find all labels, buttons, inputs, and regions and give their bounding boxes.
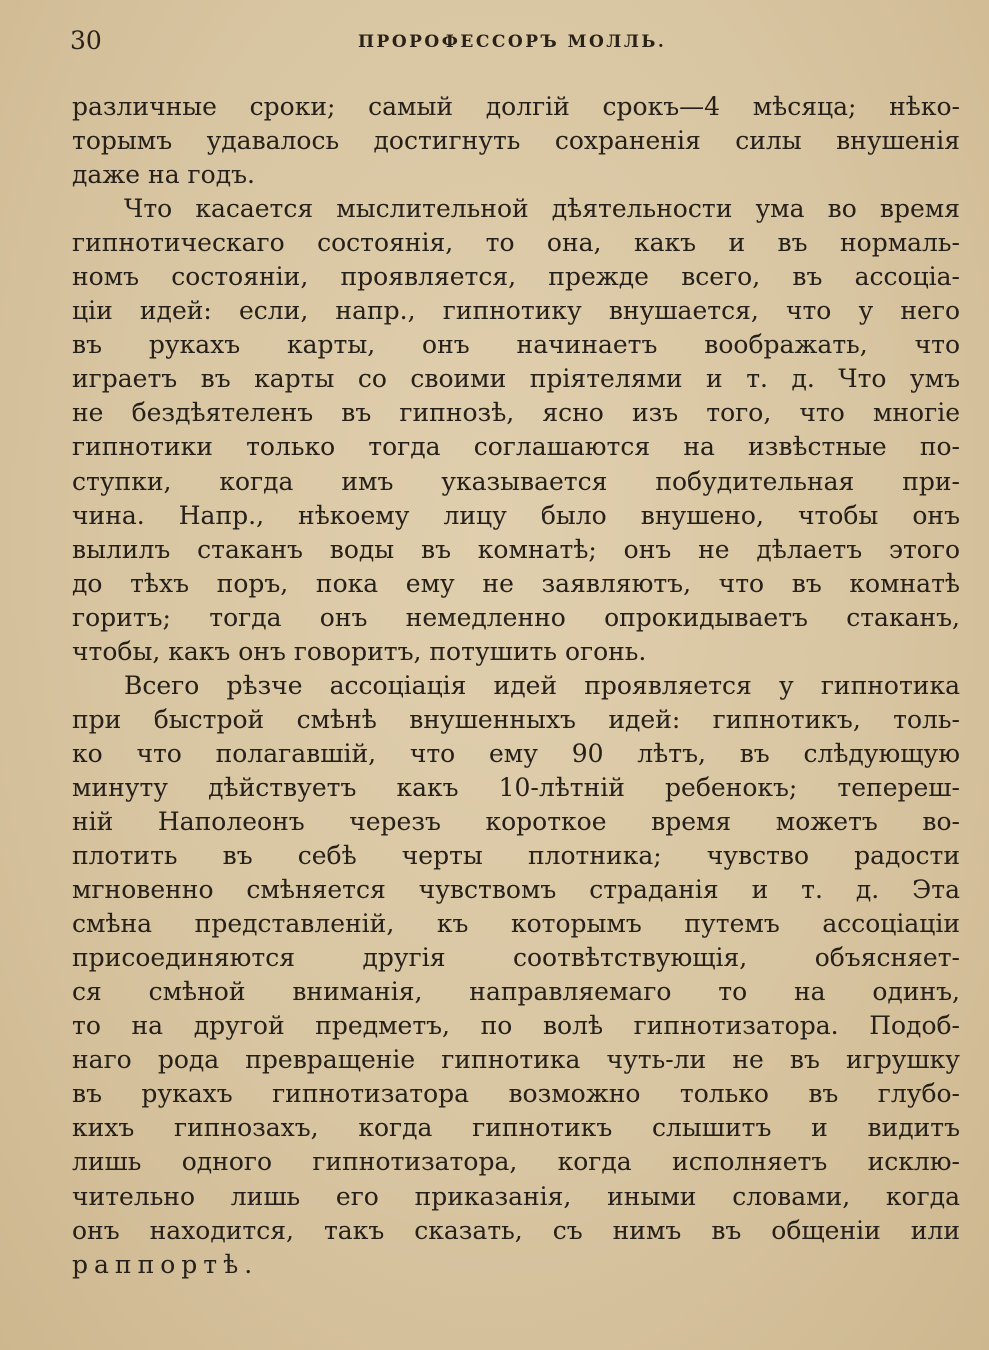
body-text: [72, 90, 960, 1282]
page-number: 30: [70, 26, 102, 55]
text-line: раппортѣ.: [72, 1249, 259, 1279]
text-line: вылилъ стаканъ воды въ комнатѣ; онъ не дѣлаетъ этого: [72, 534, 960, 564]
page-header: [70, 26, 958, 56]
text-line: въ рукахъ гипнотизатора возможно только въ глубо-: [72, 1079, 960, 1109]
text-line: ступки, когда имъ указывается побудительная при-: [72, 466, 960, 496]
text-line: гипнотическаго состоянія, то она, какъ и въ нормаль-: [72, 228, 960, 258]
text-line: то на другой предметъ, по волѣ гипнотизатора. Подоб-: [72, 1011, 960, 1041]
text-line: присоединяются другія соотвѣтствующія, объясняет-: [72, 943, 960, 973]
text-line: чтобы, какъ онъ говоритъ, потушить огонь.: [72, 636, 647, 666]
text-line: различные сроки; самый долгій срокъ—4 мѣсяца; нѣко-: [72, 92, 960, 121]
text-line: мгновенно смѣняется чувствомъ страданія и т. д. Эта: [72, 875, 960, 905]
text-line: наго рода превращеніе гипнотика чуть-ли не въ игрушку: [72, 1045, 960, 1075]
text-line: кихъ гипнозахъ, когда гипнотикъ слышитъ и видитъ: [72, 1113, 960, 1143]
text-line: при быстрой смѣнѣ внушенныхъ идей: гипнотикъ, толь-: [72, 704, 960, 734]
text-line: торымъ удавалось достигнуть сохраненія силы внушенія: [72, 126, 960, 156]
text-line: ко что полагавшій, что ему 90 лѣтъ, въ слѣдующую: [72, 738, 960, 768]
text-line: даже на годъ.: [72, 160, 255, 190]
text-line: плотить въ себѣ черты плотника; чувство радости: [72, 841, 960, 871]
text-line: чина. Напр., нѣкоему лицу было внушено, чтобы онъ: [72, 500, 960, 530]
text-line: не бездѣятеленъ въ гипнозѣ, ясно изъ того, что многіе: [72, 398, 960, 428]
text-line: гипнотики только тогда соглашаются на извѣстные по-: [72, 432, 960, 462]
text-line: до тѣхъ поръ, пока ему не заявляютъ, что въ комнатѣ: [72, 568, 960, 598]
paragraph-start-line: Всего рѣзче ассоціація идей проявляется у гипнотика: [124, 670, 960, 700]
text-line: смѣна представленій, къ которымъ путемъ ассоціаціи: [72, 909, 960, 939]
text-line: чительно лишь его приказанія, иными словами, когда: [72, 1181, 960, 1211]
paragraph-start-line: Что касается мыслительной дѣятельности ума во время: [124, 194, 960, 224]
text-line: ціи идей: если, напр., гипнотику внушается, что у него: [72, 296, 960, 326]
text-line: онъ находится, такъ сказать, съ нимъ въ общеніи или: [72, 1215, 960, 1245]
text-line: минуту дѣйствуетъ какъ 10-лѣтній ребенокъ; теперeш-: [72, 772, 960, 802]
text-line: въ рукахъ карты, онъ начинаетъ воображать, что: [72, 330, 960, 360]
text-line: лишь одного гипнотизатора, когда исполняетъ исклю-: [72, 1147, 960, 1177]
text-line: ній Наполеонъ черезъ короткое время можетъ во-: [72, 806, 960, 836]
text-line: номъ состояніи, проявляется, прежде всего, въ ассоціа-: [72, 262, 960, 292]
text-line: ся смѣной вниманія, направляемаго то на одинъ,: [72, 977, 960, 1007]
text-line: горитъ; тогда онъ немедленно опрокидываетъ стаканъ,: [72, 602, 960, 632]
running-title: ПРОРОФЕССОРЪ МОЛЛЬ.: [358, 32, 667, 52]
text-line: играетъ въ карты со своими пріятелями и т. д. Что умъ: [72, 364, 960, 394]
